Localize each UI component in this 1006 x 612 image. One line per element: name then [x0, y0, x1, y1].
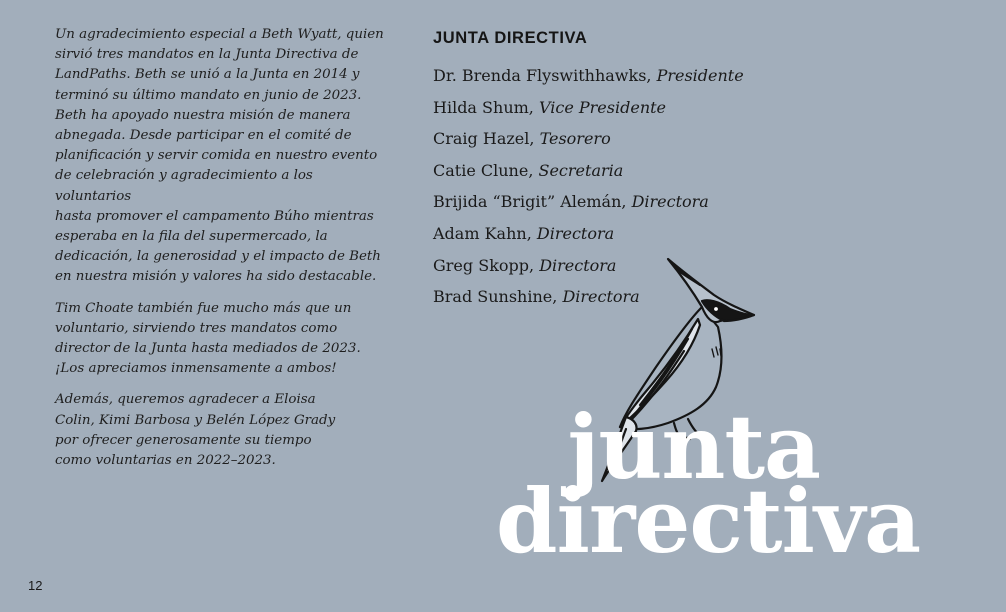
board-member [433, 218, 744, 250]
acknowledgement-paragraph-beth: Un agradecimiento especial a Beth Wyatt, quien sirvió tres mandatos en la Junta Directiva de LandPaths. Beth se unió a la Junta en 2014 y terminó su último mandato en junio de 2023. Beth ha apoyado nuestra misión de manera abnegada. Desde participar en el comité de planificación y servir comida en nuestro evento de celebración y agradecimiento a los voluntarios hasta promover el campamento Búho mientras esperaba en la fila del supermercado, la dedicación, la generosidad y el impacto de Beth en nuestra misión y valores ha sido destacable. [55, 27, 384, 285]
board-member [433, 123, 744, 155]
page-title [496, 395, 921, 573]
member-role: Vice Presidente [538, 97, 667, 117]
board-member [433, 60, 744, 92]
member-name: Adam Kahn, [433, 223, 532, 243]
member-role: Tesorero [539, 129, 611, 149]
member-name: Catie Clune, [433, 160, 534, 180]
title-line-directiva: directiva [496, 469, 921, 573]
member-name: Dr. Brenda Flyswithhawks, [433, 66, 652, 85]
member-role: Directora [536, 223, 615, 243]
member-role: Directora [631, 192, 709, 212]
acknowledgement-paragraph-volunteers: Además, queremos agradecer a Eloisa Colin, Kimi Barbosa y Belén López Grady por ofrecer generosamente su tiempo como voluntarias en 2022–2023. [55, 392, 336, 469]
member-name: Greg Skopp, [433, 255, 535, 275]
member-role: Presidente [656, 66, 744, 85]
board-heading: JUNTA DIRECTIVA [433, 29, 588, 47]
member-name: Brijida “Brigit” Alemán, [433, 192, 627, 212]
member-name: Brad Sunshine, [433, 287, 558, 307]
member-role: Directora [539, 255, 617, 275]
member-role: Directora [562, 287, 640, 307]
board-member [433, 155, 744, 187]
board-member [433, 92, 744, 124]
page-number: 12 [28, 578, 43, 593]
member-role: Secretaria [538, 160, 624, 180]
acknowledgement-paragraph-tim: Tim Choate también fue mucho más que un voluntario, sirviendo tres mandatos como director de la Junta hasta mediados de 2023. ¡Los apreciamos inmensamente a ambos! [55, 300, 361, 377]
member-name: Hilda Shum, [433, 97, 534, 117]
acknowledgements-column [55, 25, 385, 482]
member-name: Craig Hazel, [433, 129, 535, 149]
title-line-junta: junta [567, 395, 820, 499]
board-member [433, 186, 744, 218]
